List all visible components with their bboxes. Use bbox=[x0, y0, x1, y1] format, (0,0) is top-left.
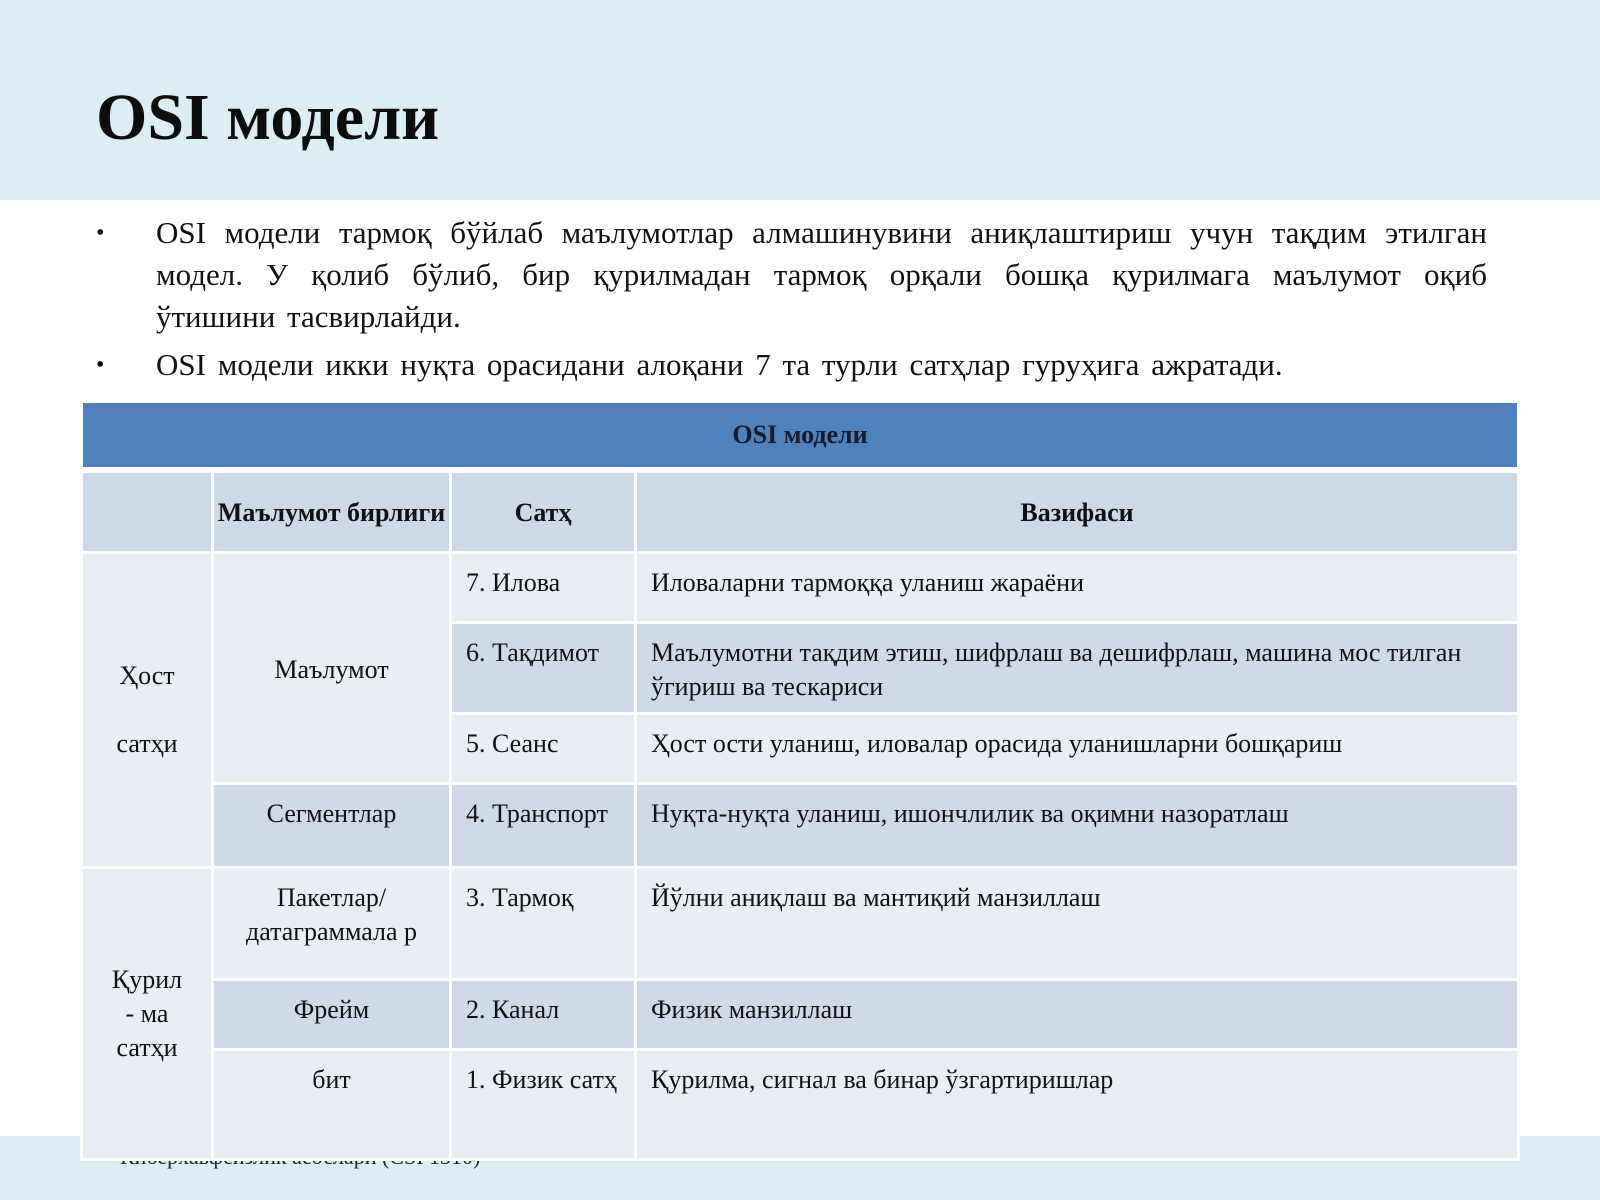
group-host bbox=[82, 553, 213, 868]
group-device-line2: - ма bbox=[125, 998, 169, 1028]
function-cell: Йўлни аниқлаш ва мантиқий манзиллаш bbox=[636, 868, 1519, 980]
function-cell: Қурилма, сигнал ва бинар ўзгартиришлар bbox=[636, 1050, 1519, 1160]
function-cell: Иловаларни тармоққа уланиш жараёни bbox=[636, 553, 1519, 623]
group-device-line3: сатҳи bbox=[116, 1032, 178, 1062]
table-row bbox=[82, 868, 1519, 980]
unit-bit: бит bbox=[213, 1050, 451, 1160]
function-cell: Физик манзиллаш bbox=[636, 980, 1519, 1050]
layer-cell: 6. Тақдимот bbox=[451, 623, 636, 714]
group-device-line1: Қурил bbox=[111, 964, 183, 994]
group-device bbox=[82, 868, 213, 1160]
table-caption: OSI модели bbox=[82, 402, 1519, 471]
bullet-text: OSI модели икки нуқта орасидани алоқани 7 та турли сатҳлар гуруҳига ажратади. bbox=[156, 347, 1283, 382]
header-unit: Маълумот бирлиги bbox=[213, 470, 451, 553]
layer-cell: 2. Канал bbox=[451, 980, 636, 1050]
table-row bbox=[82, 980, 1519, 1050]
table-header-row bbox=[82, 470, 1519, 553]
group-host-line1: Ҳост bbox=[119, 661, 175, 690]
table-row bbox=[82, 1050, 1519, 1160]
layer-cell: 3. Тармоқ bbox=[451, 868, 636, 980]
layer-cell: 7. Илова bbox=[451, 553, 636, 623]
bullet-item bbox=[92, 212, 1487, 338]
table-row bbox=[82, 553, 1519, 623]
bullet-icon: • bbox=[96, 220, 105, 246]
slide-title: OSI модели bbox=[96, 81, 440, 154]
header-layer: Сатҳ bbox=[451, 470, 636, 553]
table-row bbox=[82, 784, 1519, 868]
layer-cell: 1. Физик сатҳ bbox=[451, 1050, 636, 1160]
bullet-list bbox=[92, 212, 1487, 392]
header-function: Вазифаси bbox=[636, 470, 1519, 553]
group-host-line2: сатҳи bbox=[116, 729, 178, 758]
layer-cell: 5. Сеанс bbox=[451, 714, 636, 784]
bullet-icon: • bbox=[96, 352, 105, 378]
header-group bbox=[82, 470, 213, 553]
unit-frame: Фрейм bbox=[213, 980, 451, 1050]
function-cell: Нуқта-нуқта уланиш, ишончлилик ва оқимни назоратлаш bbox=[636, 784, 1519, 868]
unit-data: Маълумот bbox=[213, 553, 451, 784]
bullet-text: OSI модели тармоқ бўйлаб маълумотлар алмашинувини аниқлаштириш учун тақдим этилган модел. У қолиб бўлиб, бир қурилмадан тармоқ орқали бошқа қурилмага маълумот оқиб ўтишини тасвирлайди. bbox=[156, 215, 1487, 334]
function-cell: Маълумотни тақдим этиш, шифрлаш ва дешифрлаш, машина мос тилган ўгириш ва тескариси bbox=[636, 623, 1519, 714]
bullet-item bbox=[92, 344, 1487, 386]
unit-packets: Пакетлар/ датаграммала р bbox=[213, 868, 451, 980]
layer-cell: 4. Транспорт bbox=[451, 784, 636, 868]
unit-segments: Сегментлар bbox=[213, 784, 451, 868]
osi-table bbox=[80, 400, 1520, 1161]
function-cell: Ҳост ости уланиш, иловалар орасида уланишларни бошқариш bbox=[636, 714, 1519, 784]
